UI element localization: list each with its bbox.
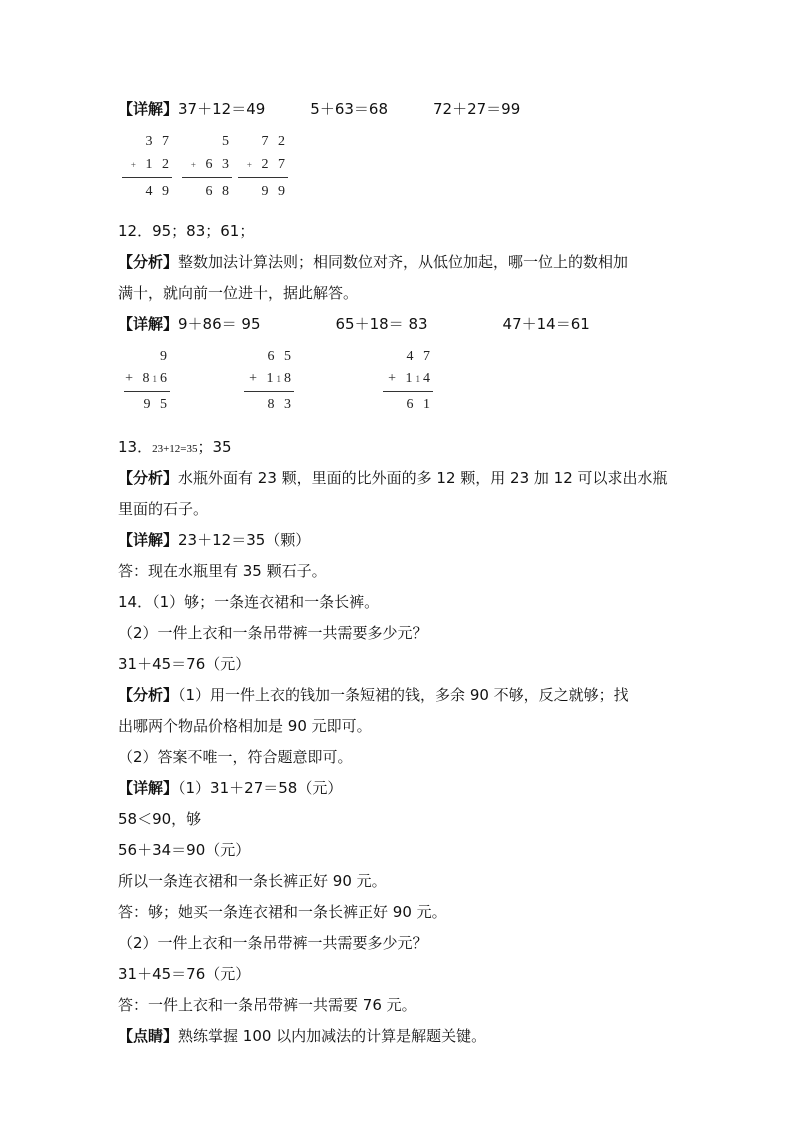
vertical-op: + [249,371,260,386]
q12-detail-text: 9＋86＝ 95 65＋18＝ 83 47＋14＝61 [178,315,590,333]
vertical-op: + [190,160,199,170]
q14-analysis-line-3: （2）答案不唯一，符合题意即可。 [118,748,353,766]
q14-detail-5: （2）一件上衣和一条吊带裤一共需要多少元？ [118,934,428,952]
vertical-op: + [130,160,139,170]
q12-detail-line [118,314,590,334]
detail-tag: 【详解】 [118,531,179,549]
vertical-carry: 1 [152,374,160,384]
q11-vertical-1 [120,133,172,203]
q13-analysis-text-1: 水瓶外面有 23 颗，里面的比外面的多 12 颗，用 23 加 12 可以求出水瓶 [178,469,668,487]
q12-vertical-1 [124,348,170,418]
vertical-top: 5 [222,134,232,149]
vertical-result: 6 1 [406,397,433,412]
q14-analysis-line-2: 出哪两个物品价格相加是 90 元即可。 [118,717,372,735]
analysis-tag: 【分析】 [118,686,179,704]
vertical-top: 4 7 [406,349,433,364]
q13-analysis-line-1 [118,468,668,488]
q13-analysis-line-2: 里面的石子。 [118,500,209,518]
q11-detail-line [118,99,520,119]
vertical-op: + [125,371,136,386]
detail-tag: 【详解】 [118,779,179,797]
vertical-carry: 1 [276,374,284,384]
vertical-op: + [246,160,255,170]
q14-detail-4: 答：够；她买一条连衣裙和一条长裤正好 90 元。 [118,903,447,921]
q14-detail-text: （1）31＋27＝58（元） [178,779,343,797]
q14-detail-6: 31＋45＝76（元） [118,965,251,983]
keypoint-tag: 【点睛】 [118,1027,179,1045]
q14-keypoint-line [118,1026,486,1046]
vertical-mid: 8 [142,371,153,386]
q14-detail-7: 答：一件上衣和一条吊带裤一共需要 76 元。 [118,996,417,1014]
vertical-mid: 1 [405,371,416,386]
q13-equation: 23+12=35 [152,443,198,455]
vertical-rule [238,177,288,178]
vertical-rule [244,391,294,392]
q11-detail-text: 37＋12＝49 5＋63＝68 72＋27＝99 [178,100,521,118]
vertical-rule [383,391,433,392]
vertical-mid: 4 [423,371,433,386]
q14-detail-3: 所以一条连衣裙和一条长裤正好 90 元。 [118,872,387,890]
q12-analysis-text-1: 整数加法计算法则；相同数位对齐，从低位加起，哪一位上的数相加 [178,253,629,271]
vertical-mid: 8 [284,371,294,386]
vertical-mid: 1 2 [145,157,172,172]
detail-tag: 【详解】 [118,315,179,333]
vertical-carry: 1 [415,374,423,384]
q12-vertical-3 [383,348,433,418]
vertical-top: 6 5 [267,349,294,364]
q12-vertical-2 [244,348,294,418]
vertical-mid: 1 [266,371,277,386]
q13-answer-tail: ；35 [197,438,232,456]
vertical-rule [122,177,172,178]
vertical-result: 4 9 [145,184,172,199]
q11-vertical-2 [180,133,232,203]
vertical-top: 3 7 [145,134,172,149]
q13-answer-line: 答：现在水瓶里有 35 颗石子。 [118,562,327,580]
vertical-result: 9 5 [143,397,170,412]
vertical-top: 7 2 [261,134,288,149]
q14-keypoint-text: 熟练掌握 100 以内加减法的计算是解题关键。 [178,1027,487,1045]
q14-analysis-line-1 [118,685,629,705]
vertical-rule [182,177,232,178]
analysis-tag: 【分析】 [118,469,179,487]
vertical-result: 6 8 [205,184,232,199]
q14-analysis-text-1: （1）用一件上衣的钱加一条短裙的钱，多余 90 不够，反之就够；找 [178,686,629,704]
vertical-mid: 6 3 [205,157,232,172]
vertical-top: 9 [160,349,170,364]
q14-answer-2: （2）一件上衣和一条吊带裤一共需要多少元？ [118,624,428,642]
vertical-mid: 2 7 [261,157,288,172]
q13-detail-text: 23＋12＝35（颗） [178,531,311,549]
q14-answer-1: 14．（1）够；一条连衣裙和一条长裤。 [118,593,380,611]
q14-detail-1: 58＜90，够 [118,810,202,828]
q12-answer: 12．95；83；61； [118,222,255,240]
vertical-result: 9 9 [261,184,288,199]
q13-answer [118,437,232,459]
q13-number: 13． [118,438,153,456]
q12-analysis-line-1 [118,252,628,272]
analysis-tag: 【分析】 [118,253,179,271]
q13-detail-line [118,530,310,550]
q14-detail-line [118,778,342,798]
q11-vertical-3 [236,133,288,203]
vertical-result: 8 3 [267,397,294,412]
q12-analysis-line-2: 满十，就向前一位进十，据此解答。 [118,284,359,302]
vertical-mid: 6 [160,371,170,386]
q14-answer-3: 31＋45＝76（元） [118,655,251,673]
vertical-rule [124,391,170,392]
vertical-op: + [388,371,399,386]
q14-detail-2: 56＋34＝90（元） [118,841,251,859]
detail-tag: 【详解】 [118,100,179,118]
